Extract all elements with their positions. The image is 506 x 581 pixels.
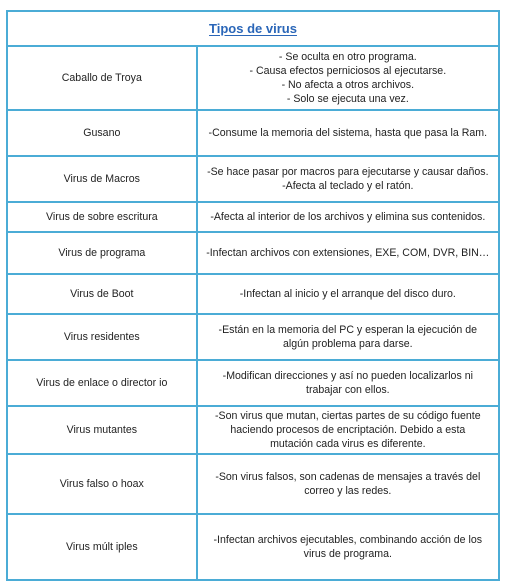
- description-line: -Consume la memoria del sistema, hasta que pasa la Ram.: [208, 127, 488, 139]
- virus-description-cell: [197, 314, 499, 360]
- description-line: virus de programa.: [303, 548, 392, 560]
- table-row: [7, 406, 499, 454]
- description-line: -Infectan archivos ejecutables, combinando acción de los: [213, 534, 483, 546]
- virus-description-cell: [197, 110, 499, 156]
- virus-name-cell: Caballo de Troya: [7, 46, 197, 110]
- virus-name-cell: Virus de programa: [7, 232, 197, 274]
- virus-name-cell: Virus múlt iples: [7, 514, 197, 580]
- description-line: - Causa efectos perniciosos al ejecutarse.: [249, 65, 447, 77]
- virus-name-cell: Virus de Macros: [7, 156, 197, 202]
- virus-description-cell: [197, 202, 499, 232]
- description-line: -Infectan archivos con extensiones, EXE, COM, DVR, BIN…: [206, 247, 490, 259]
- description-line: correo y las redes.: [304, 485, 392, 497]
- virus-description-cell: [197, 514, 499, 580]
- table-title: Tipos de virus: [7, 11, 499, 46]
- description-line: -Afecta al interior de los archivos y elimina sus contenidos.: [210, 211, 486, 223]
- virus-description-cell: [197, 454, 499, 514]
- description-line: mutación cada virus es diferente.: [270, 438, 426, 450]
- virus-name-cell: Virus mutantes: [7, 406, 197, 454]
- table-row: [7, 514, 499, 580]
- description-line: -Infectan al inicio y el arranque del disco duro.: [239, 288, 456, 300]
- virus-description-cell: [197, 274, 499, 314]
- table-row: [7, 46, 499, 110]
- description-line: -Afecta al teclado y el ratón.: [282, 180, 414, 192]
- description-line: algún problema para darse.: [283, 338, 413, 350]
- virus-name-cell: Virus de sobre escritura: [7, 202, 197, 232]
- virus-types-table: [6, 10, 500, 581]
- table-row: [7, 232, 499, 274]
- virus-name-cell: Virus falso o hoax: [7, 454, 197, 514]
- description-line: -Modifican direcciones y así no pueden localizarlos ni: [222, 370, 473, 382]
- title-row: [7, 11, 499, 46]
- table-row: [7, 110, 499, 156]
- virus-name-cell: Virus de enlace o director io: [7, 360, 197, 406]
- description-line: -Se hace pasar por macros para ejecutarse y causar daños.: [207, 166, 489, 178]
- description-line: - Solo se ejecuta una vez.: [286, 93, 409, 105]
- description-line: -Son virus que mutan, ciertas partes de su código fuente: [215, 410, 481, 422]
- description-line: -Están en la memoria del PC y esperan la ejecución de: [218, 324, 478, 336]
- description-line: trabajar con ellos.: [306, 384, 390, 396]
- virus-name-cell: Virus de Boot: [7, 274, 197, 314]
- description-line: -Son virus falsos, son cadenas de mensajes a través del: [215, 471, 481, 483]
- description-line: - No afecta a otros archivos.: [281, 79, 415, 91]
- description-line: haciendo procesos de encriptación. Debido a esta: [230, 424, 466, 436]
- table-row: [7, 454, 499, 514]
- virus-description-cell: [197, 46, 499, 110]
- virus-description-cell: [197, 232, 499, 274]
- table-row: [7, 156, 499, 202]
- virus-name-cell: Virus residentes: [7, 314, 197, 360]
- table-row: [7, 274, 499, 314]
- table-body: [7, 46, 499, 580]
- table-row: [7, 360, 499, 406]
- table-row: [7, 314, 499, 360]
- virus-description-cell: [197, 156, 499, 202]
- virus-description-cell: [197, 360, 499, 406]
- virus-name-cell: Gusano: [7, 110, 197, 156]
- description-line: - Se oculta en otro programa.: [278, 51, 417, 63]
- table-row: [7, 202, 499, 232]
- virus-description-cell: [197, 406, 499, 454]
